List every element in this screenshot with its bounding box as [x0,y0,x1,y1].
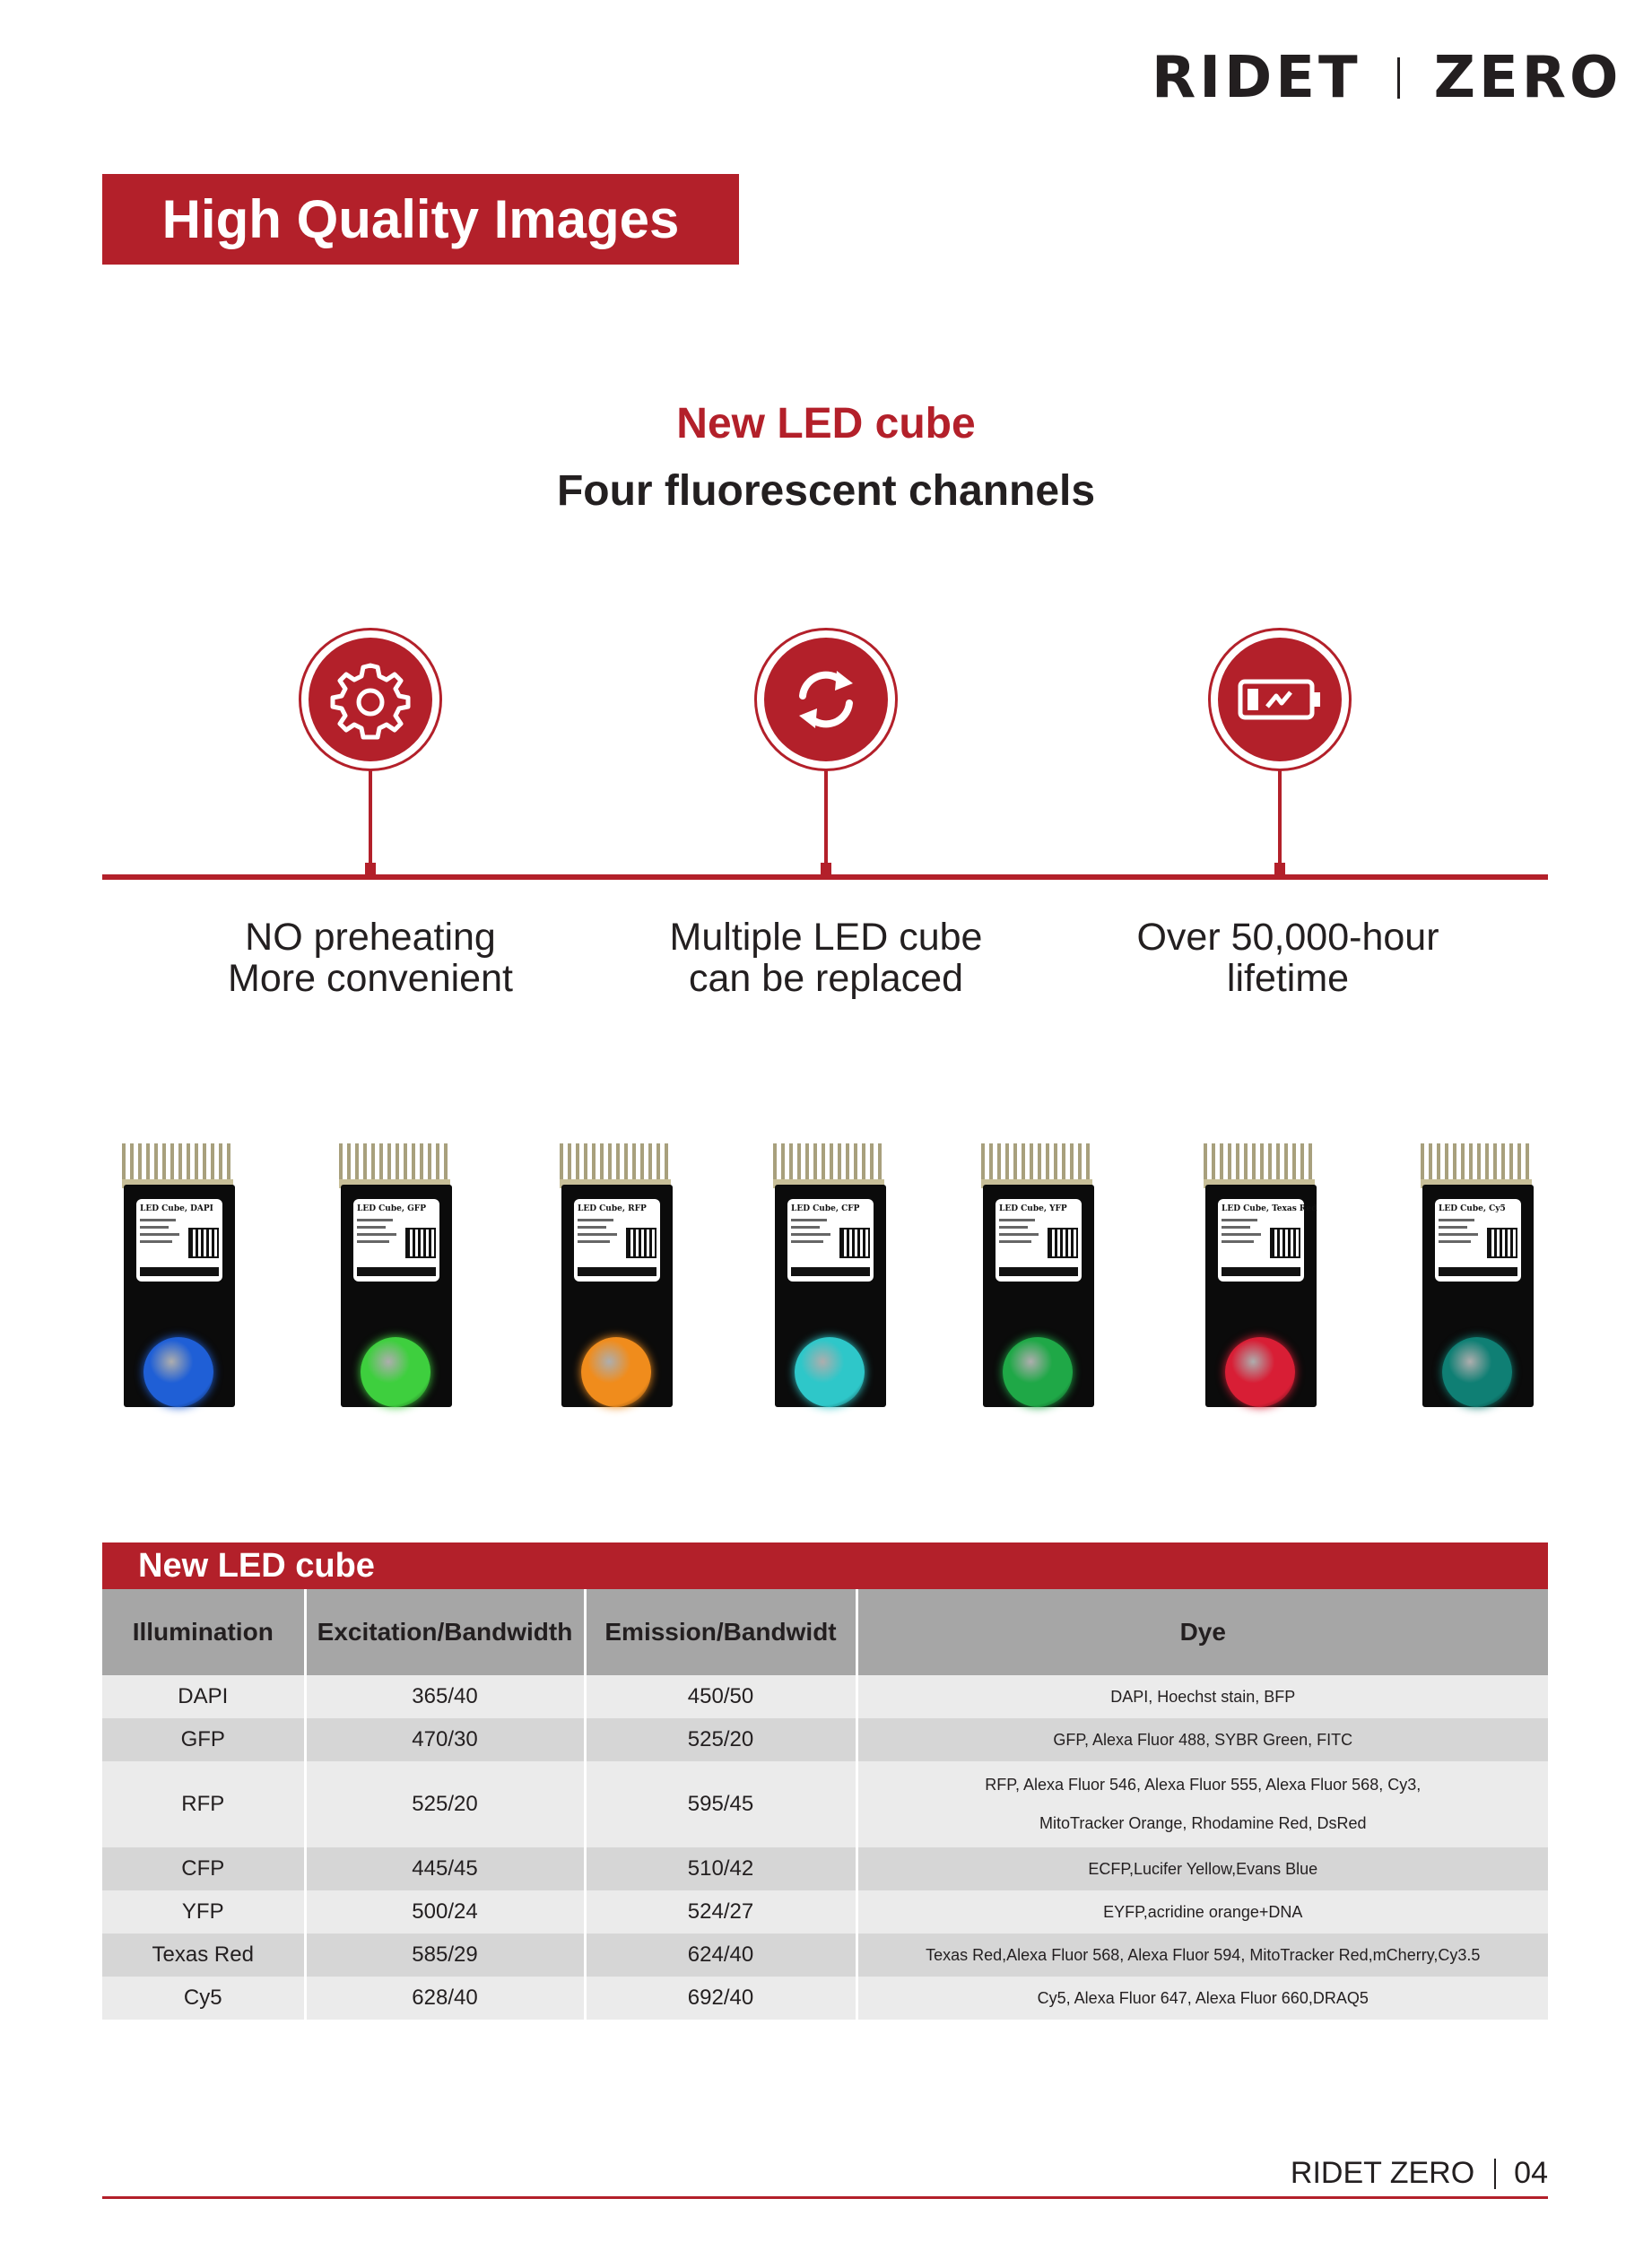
cube-body [1422,1185,1534,1407]
product-subheading: Four fluorescent channels [556,467,1096,515]
cell-excitation: 628/40 [305,1977,585,2020]
table-title: New LED cube [138,1546,375,1585]
footer-rule [102,2196,1548,2199]
cell-dye: EYFP,acridine orange+DNA [856,1890,1548,1934]
cell-illumination: Texas Red [102,1934,305,1977]
led-cube [560,1143,674,1408]
led-cube [773,1143,888,1408]
cell-excitation: 525/20 [305,1761,585,1847]
cube-label [1435,1199,1521,1282]
feature-gear-badge [299,628,442,771]
qr-code-icon [1272,1230,1299,1256]
feature-line2: can be replaced [689,957,963,1000]
cube-label-stripe [791,1267,870,1276]
table-row [102,1934,1548,1977]
qr-code-icon [841,1230,868,1256]
cube-label-stripe [140,1267,219,1276]
cube-label-text: LED Cube, YFP [999,1204,1067,1213]
feature-line2: lifetime [1226,957,1350,1000]
cell-emission: 624/40 [585,1934,856,1977]
feature-text-replaceable [593,917,1059,999]
feature-battery-badge [1208,628,1352,771]
cell-illumination: DAPI [102,1675,305,1718]
led-lens [1225,1337,1295,1407]
feature-text-lifetime [1055,917,1521,999]
led-lens [1003,1337,1073,1407]
cube-connector [560,1143,671,1188]
feature-text-preheating [137,917,604,999]
banner-title: High Quality Images [161,189,680,249]
page-number: 04 [1514,2156,1548,2190]
cube-label-stripe [999,1267,1078,1276]
column-header-illumination: Illumination [102,1589,305,1675]
table-row [102,1675,1548,1718]
cube-label-text: LED Cube, GFP [357,1204,426,1213]
table-row [102,1761,1548,1847]
cell-dye: Texas Red,Alexa Fluor 568, Alexa Fluor 594, MitoTracker Red,mCherry,Cy3.5 [856,1934,1548,1977]
logo-divider [1397,57,1400,99]
feature-marker [821,863,831,875]
qr-code-icon [407,1230,434,1256]
cell-illumination: GFP [102,1718,305,1761]
gear-icon [327,656,413,743]
cell-emission: 595/45 [585,1761,856,1847]
cube-label-stripe [1439,1267,1517,1276]
qr-code-icon [628,1230,655,1256]
cell-dye: ECFP,Lucifer Yellow,Evans Blue [856,1847,1548,1890]
cell-dye: DAPI, Hoechst stain, BFP [856,1675,1548,1718]
section-banner [102,174,739,265]
led-lens [361,1337,430,1407]
cube-label-lines [791,1219,832,1247]
cube-label-lines [1222,1219,1263,1247]
cube-connector [1204,1143,1315,1188]
cell-excitation: 365/40 [305,1675,585,1718]
cube-connector [981,1143,1092,1188]
cube-label-lines [357,1219,398,1247]
cell-emission: 692/40 [585,1977,856,2020]
cube-label [136,1199,222,1282]
cell-dye: GFP, Alexa Fluor 488, SYBR Green, FITC [856,1718,1548,1761]
table-row [102,1718,1548,1761]
qr-code-icon [1049,1230,1076,1256]
cube-label [996,1199,1082,1282]
page-footer [1291,2156,1548,2191]
led-lens [795,1337,865,1407]
cell-illumination: CFP [102,1847,305,1890]
table-header-row [102,1589,1548,1675]
cube-connector [122,1143,233,1188]
led-lens [581,1337,651,1407]
column-header-dye: Dye [856,1589,1548,1675]
cube-body [341,1185,452,1407]
cube-connector [1421,1143,1532,1188]
cube-body [983,1185,1094,1407]
cube-label [353,1199,439,1282]
cell-emission: 510/42 [585,1847,856,1890]
table-title-bar [102,1542,1548,1589]
cell-emission: 524/27 [585,1890,856,1934]
cell-dye-line2: MitoTracker Orange, Rhodamine Red, DsRed [1039,1814,1367,1832]
cell-dye [856,1761,1548,1847]
cube-label [574,1199,660,1282]
column-header-excitation: Excitation/Bandwidth [305,1589,585,1675]
cube-label-text: LED Cube, Cy5 [1439,1204,1506,1213]
cell-emission: 525/20 [585,1718,856,1761]
led-lens [1442,1337,1512,1407]
cube-body [124,1185,235,1407]
cube-label-text: LED Cube, CFP [791,1204,860,1213]
led-cube [339,1143,454,1408]
cube-label [1218,1199,1317,1282]
led-lens [143,1337,213,1407]
feature-stem [1278,769,1282,874]
cube-label-text: LED Cube, RFP [578,1204,647,1213]
table-row [102,1977,1548,2020]
cell-illumination: YFP [102,1890,305,1934]
led-cube [981,1143,1096,1408]
feature-line1: Over 50,000-hour [1136,916,1439,959]
cube-connector [339,1143,450,1188]
cube-label-lines [999,1219,1040,1247]
brand-logo [1152,47,1622,109]
cube-label-lines [140,1219,181,1247]
cube-label-lines [578,1219,619,1247]
cube-label-stripe [578,1267,656,1276]
cell-excitation: 470/30 [305,1718,585,1761]
cell-illumination: Cy5 [102,1977,305,2020]
feature-refresh-badge [754,628,898,771]
cube-connector [773,1143,884,1188]
cube-label [787,1199,874,1282]
footer-divider [1494,2159,1496,2189]
cube-label-text: LED Cube, DAPI [140,1204,213,1213]
cube-label-stripe [357,1267,436,1276]
qr-code-icon [190,1230,217,1256]
refresh-icon [790,664,862,735]
footer-brand: RIDET ZERO [1290,2156,1475,2190]
table-row [102,1890,1548,1934]
cell-excitation: 445/45 [305,1847,585,1890]
feature-line1: NO preheating [245,916,496,959]
battery-icon [1237,673,1323,726]
cell-excitation: 585/29 [305,1934,585,1977]
cube-label-stripe [1222,1267,1300,1276]
cell-dye: Cy5, Alexa Fluor 647, Alexa Fluor 660,DRAQ5 [856,1977,1548,2020]
feature-marker [365,863,376,875]
feature-line2: More convenient [228,957,513,1000]
led-cube [122,1143,237,1408]
logo-right-text: ZERO [1433,45,1622,111]
product-heading: New LED cube [676,400,976,448]
led-cube [1421,1143,1535,1408]
feature-stem [824,769,828,874]
led-cube-spec-table [102,1589,1548,2020]
cube-body [1205,1185,1317,1407]
cell-emission: 450/50 [585,1675,856,1718]
cell-dye-line1: RFP, Alexa Fluor 546, Alexa Fluor 555, Alexa Fluor 568, Cy3, [985,1776,1422,1794]
cube-body [561,1185,673,1407]
feature-stem [369,769,372,874]
qr-code-icon [1489,1230,1516,1256]
cube-body [775,1185,886,1407]
feature-line1: Multiple LED cube [669,916,983,959]
logo-left-text: RIDET [1152,45,1361,111]
cell-illumination: RFP [102,1761,305,1847]
feature-marker [1274,863,1285,875]
table-row [102,1847,1548,1890]
column-header-emission: Emission/Bandwidt [585,1589,856,1675]
cube-label-text: LED Cube, Texas Red [1222,1204,1317,1213]
led-cube [1204,1143,1318,1408]
cube-label-lines [1439,1219,1480,1247]
cell-excitation: 500/24 [305,1890,585,1934]
